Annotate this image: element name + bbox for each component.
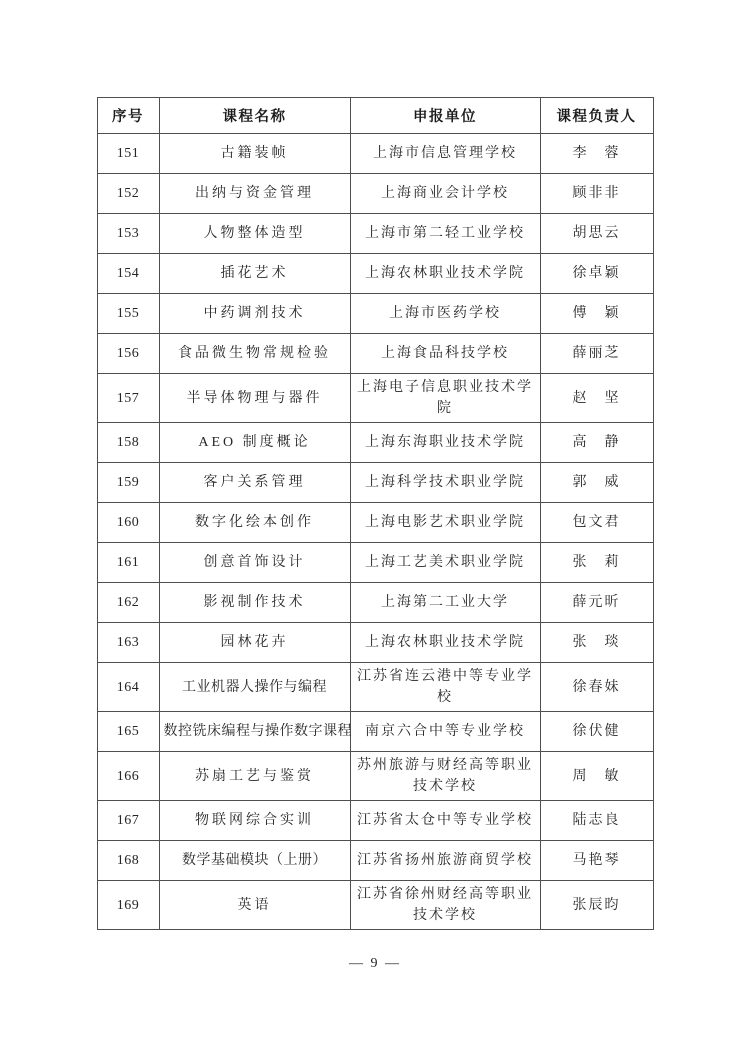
table-row (97, 374, 653, 423)
row-course-name: 中药调剂技术 (159, 294, 350, 334)
row-course-leader: 郭 威 (540, 463, 653, 503)
row-declaring-unit: 上海农林职业技术学院 (350, 254, 540, 294)
table-row (97, 583, 653, 623)
row-serial-number: 155 (97, 294, 159, 334)
row-declaring-unit: 苏州旅游与财经高等职业技术学校 (350, 752, 540, 801)
header-course-leader: 课程负责人 (540, 98, 653, 134)
row-serial-number: 159 (97, 463, 159, 503)
row-course-name: 苏扇工艺与鉴赏 (159, 752, 350, 801)
table-row (97, 423, 653, 463)
row-declaring-unit: 上海食品科技学校 (350, 334, 540, 374)
row-declaring-unit: 上海科学技术职业学院 (350, 463, 540, 503)
row-serial-number: 158 (97, 423, 159, 463)
row-serial-number: 164 (97, 663, 159, 712)
row-serial-number: 152 (97, 174, 159, 214)
row-serial-number: 167 (97, 801, 159, 841)
row-serial-number: 156 (97, 334, 159, 374)
table-row (97, 294, 653, 334)
row-course-leader: 张 琰 (540, 623, 653, 663)
row-course-name: 数控铣床编程与操作数字课程 (159, 712, 350, 752)
row-course-name: 园林花卉 (159, 623, 350, 663)
row-course-leader: 徐伏健 (540, 712, 653, 752)
row-course-leader: 薛丽芝 (540, 334, 653, 374)
row-course-name: 数字化绘本创作 (159, 503, 350, 543)
row-course-name: 客户关系管理 (159, 463, 350, 503)
row-declaring-unit: 上海工艺美术职业学院 (350, 543, 540, 583)
row-course-name: AEO 制度概论 (159, 423, 350, 463)
course-table (97, 97, 654, 930)
row-course-leader: 顾非非 (540, 174, 653, 214)
table-row (97, 174, 653, 214)
row-course-name: 工业机器人操作与编程 (159, 663, 350, 712)
table-row (97, 623, 653, 663)
header-serial-number: 序号 (97, 98, 159, 134)
row-declaring-unit: 上海电子信息职业技术学院 (350, 374, 540, 423)
row-declaring-unit: 江苏省太仓中等专业学校 (350, 801, 540, 841)
table-row (97, 134, 653, 174)
row-declaring-unit: 江苏省连云港中等专业学校 (350, 663, 540, 712)
row-course-leader: 陆志良 (540, 801, 653, 841)
row-serial-number: 153 (97, 214, 159, 254)
row-serial-number: 151 (97, 134, 159, 174)
row-course-leader: 马艳琴 (540, 841, 653, 881)
table-row (97, 463, 653, 503)
table-row (97, 543, 653, 583)
table-row (97, 214, 653, 254)
row-course-leader: 赵 坚 (540, 374, 653, 423)
row-serial-number: 154 (97, 254, 159, 294)
row-course-leader: 张辰昀 (540, 881, 653, 930)
table-row (97, 254, 653, 294)
row-course-name: 英语 (159, 881, 350, 930)
row-declaring-unit: 上海东海职业技术学院 (350, 423, 540, 463)
row-serial-number: 162 (97, 583, 159, 623)
row-course-name: 人物整体造型 (159, 214, 350, 254)
row-declaring-unit: 上海电影艺术职业学院 (350, 503, 540, 543)
table-row (97, 712, 653, 752)
row-serial-number: 161 (97, 543, 159, 583)
header-course-name: 课程名称 (159, 98, 350, 134)
row-declaring-unit: 江苏省徐州财经高等职业技术学校 (350, 881, 540, 930)
row-declaring-unit: 上海农林职业技术学院 (350, 623, 540, 663)
row-serial-number: 169 (97, 881, 159, 930)
row-course-leader: 包文君 (540, 503, 653, 543)
row-declaring-unit: 上海商业会计学校 (350, 174, 540, 214)
table-row (97, 663, 653, 712)
row-course-name: 数学基础模块（上册） (159, 841, 350, 881)
row-serial-number: 168 (97, 841, 159, 881)
table-row (97, 752, 653, 801)
row-declaring-unit: 南京六合中等专业学校 (350, 712, 540, 752)
row-declaring-unit: 上海第二工业大学 (350, 583, 540, 623)
row-serial-number: 157 (97, 374, 159, 423)
row-course-name: 出纳与资金管理 (159, 174, 350, 214)
table-row (97, 503, 653, 543)
row-course-leader: 张 莉 (540, 543, 653, 583)
row-course-leader: 李 蓉 (540, 134, 653, 174)
row-course-name: 影视制作技术 (159, 583, 350, 623)
row-course-leader: 高 静 (540, 423, 653, 463)
row-declaring-unit: 上海市信息管理学校 (350, 134, 540, 174)
row-declaring-unit: 上海市医药学校 (350, 294, 540, 334)
table-row (97, 881, 653, 930)
row-serial-number: 160 (97, 503, 159, 543)
page-number: — 9 — (349, 956, 401, 971)
row-course-leader: 徐春妹 (540, 663, 653, 712)
row-course-leader: 徐卓颖 (540, 254, 653, 294)
row-course-name: 物联网综合实训 (159, 801, 350, 841)
table-row (97, 334, 653, 374)
header-declaring-unit: 申报单位 (350, 98, 540, 134)
row-course-name: 创意首饰设计 (159, 543, 350, 583)
table-header-row (97, 98, 653, 134)
row-course-leader: 周 敏 (540, 752, 653, 801)
table-row (97, 801, 653, 841)
row-course-name: 插花艺术 (159, 254, 350, 294)
row-course-name: 半导体物理与器件 (159, 374, 350, 423)
row-declaring-unit: 江苏省扬州旅游商贸学校 (350, 841, 540, 881)
row-declaring-unit: 上海市第二轻工业学校 (350, 214, 540, 254)
row-course-name: 食品微生物常规检验 (159, 334, 350, 374)
row-serial-number: 166 (97, 752, 159, 801)
row-serial-number: 165 (97, 712, 159, 752)
row-course-leader: 薛元昕 (540, 583, 653, 623)
row-course-name: 古籍装帧 (159, 134, 350, 174)
row-serial-number: 163 (97, 623, 159, 663)
row-course-leader: 胡思云 (540, 214, 653, 254)
row-course-leader: 傅 颖 (540, 294, 653, 334)
table-row (97, 841, 653, 881)
